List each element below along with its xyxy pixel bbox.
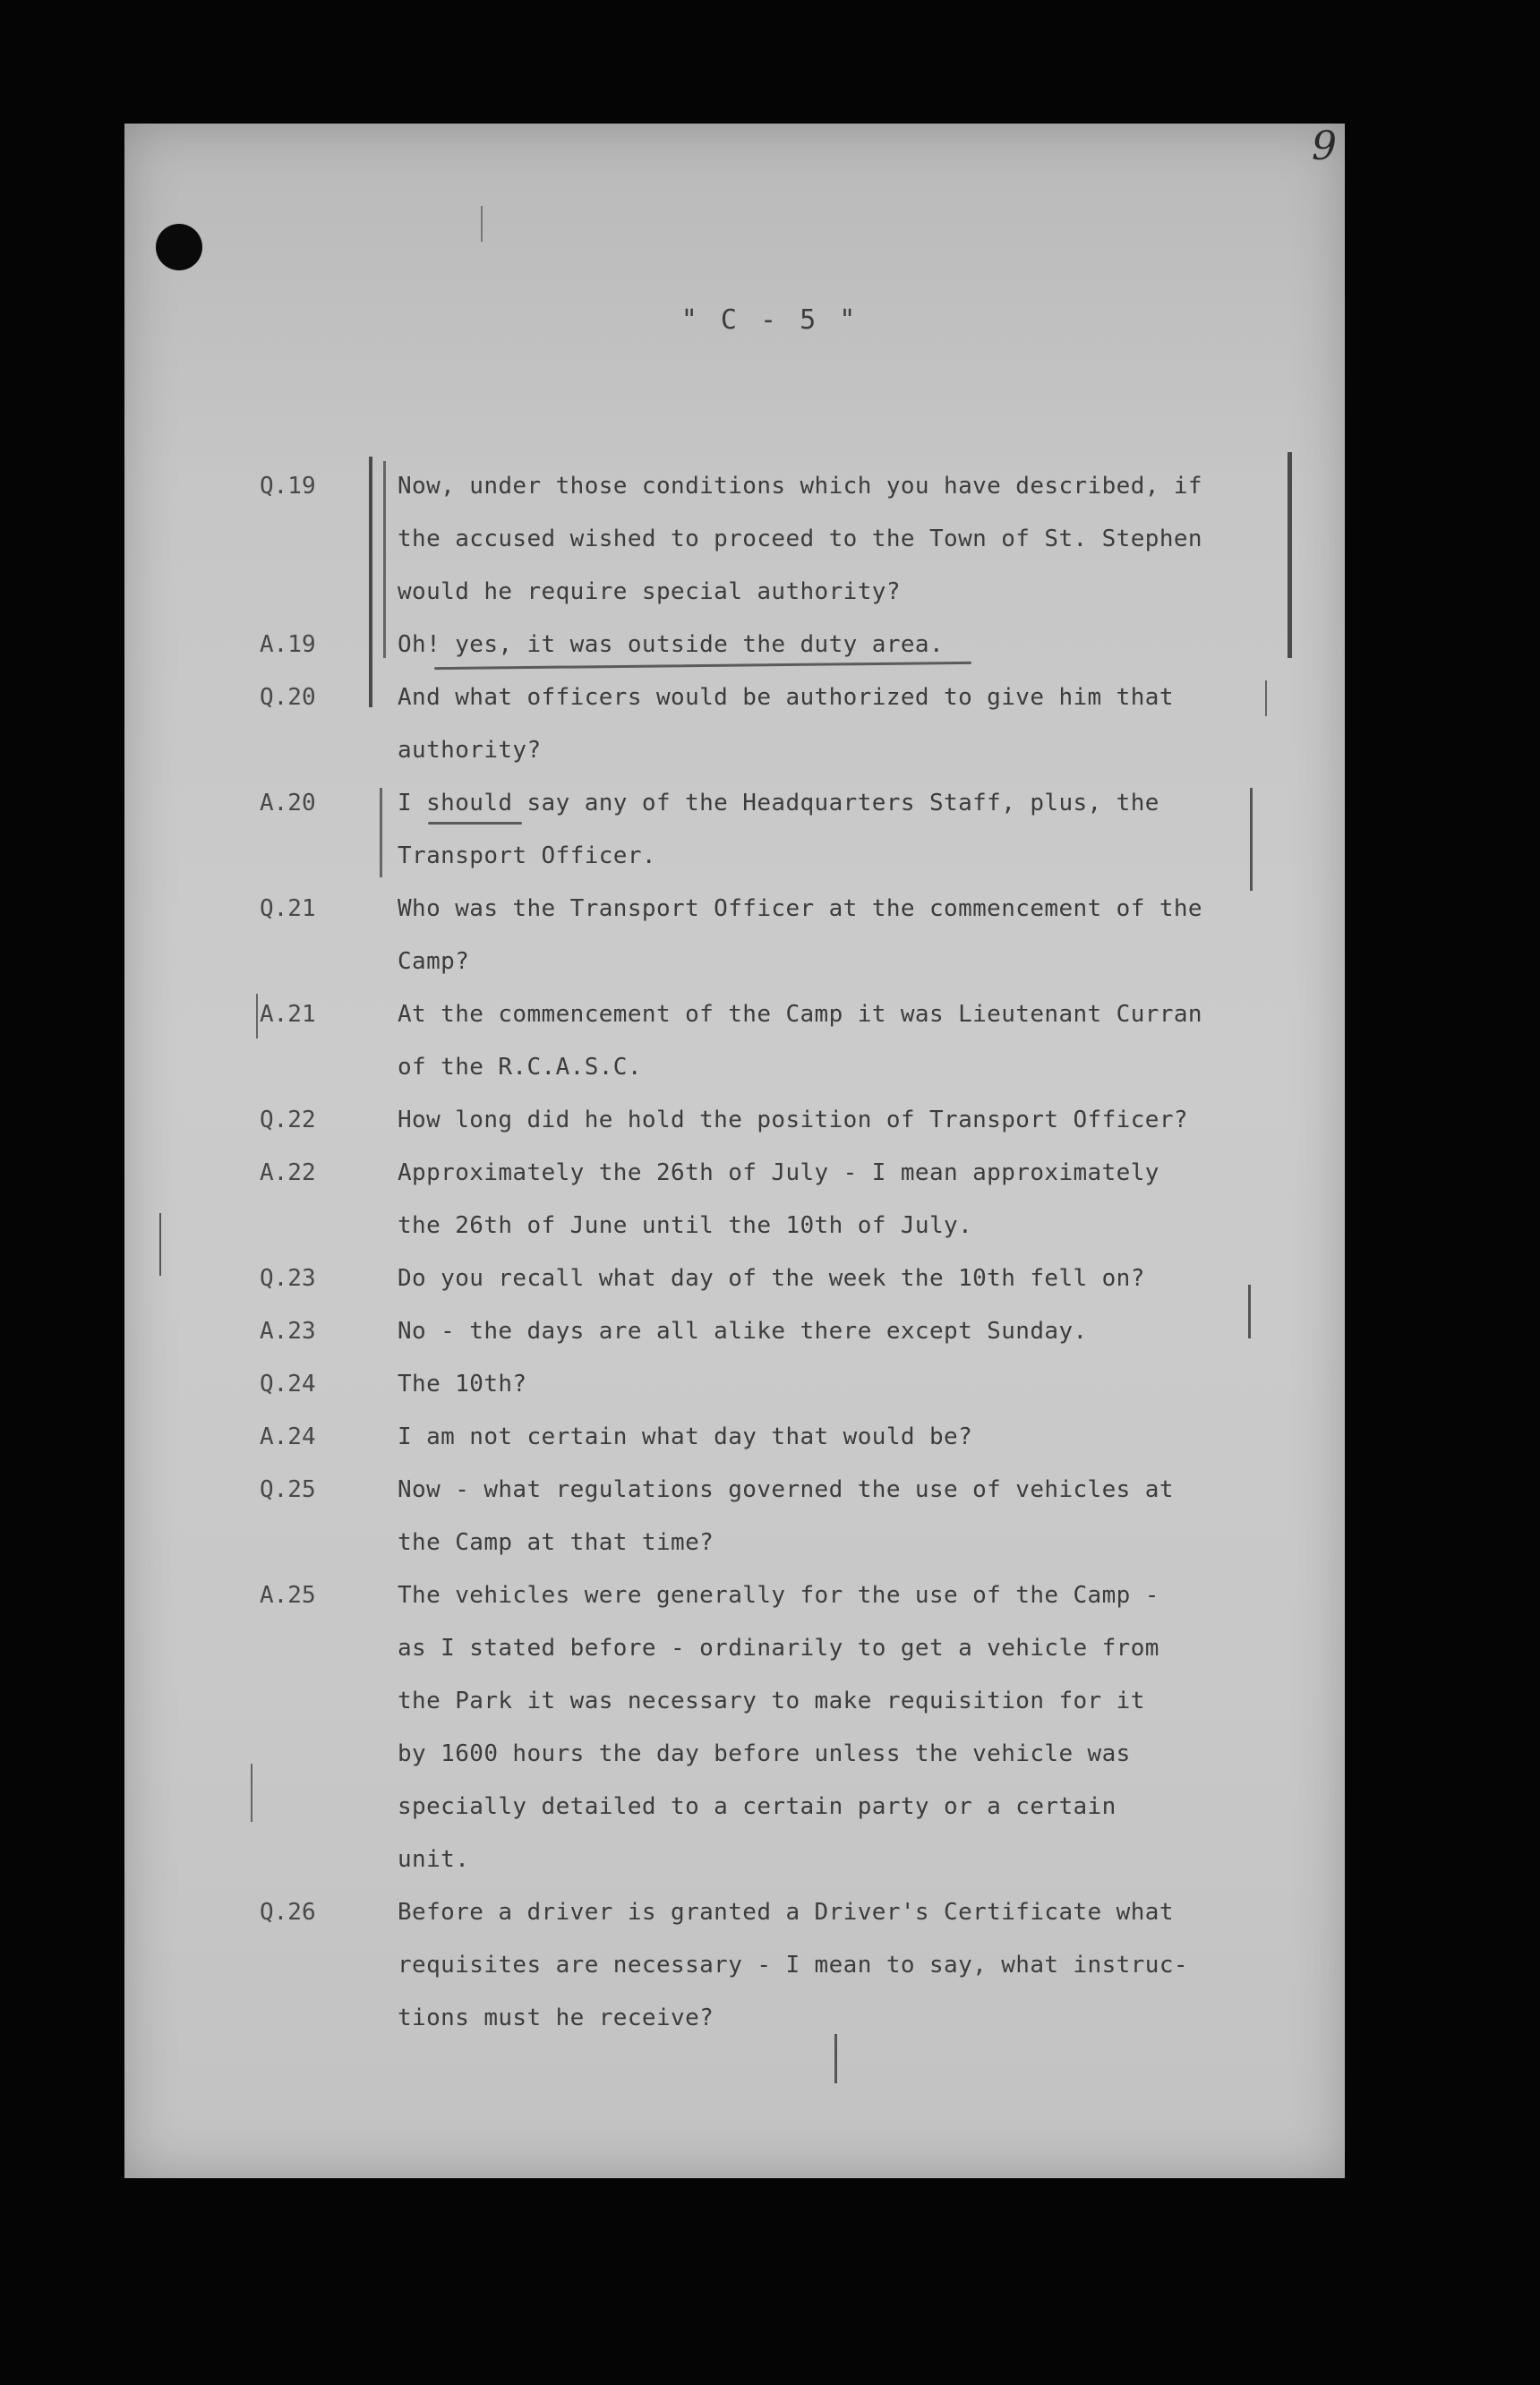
entry-label: Q.22	[260, 1107, 316, 1133]
entry-text-line: requisites are necessary - I mean to say, what instruc-	[398, 1952, 1188, 1979]
entry-text-line: Now, under those conditions which you have described, if	[398, 473, 1202, 500]
underline-should	[428, 822, 522, 825]
margin-mark-left-a21	[256, 994, 258, 1039]
entry-text-line: Oh! yes, it was outside the duty area.	[398, 631, 945, 658]
entry-text-line: would he require special authority?	[398, 578, 901, 605]
margin-mark-bottom	[834, 2034, 837, 2083]
entry-text-line: How long did he hold the position of Transport Officer?	[398, 1107, 1188, 1133]
entry-label: A.25	[260, 1582, 316, 1609]
entry-text-line: I am not certain what day that would be?	[398, 1423, 973, 1450]
entry-label: Q.20	[260, 684, 316, 711]
margin-mark-right-q19	[1288, 452, 1292, 658]
entry-text-line: tions must he receive?	[398, 2005, 714, 2031]
entry-text-line: the Camp at that time?	[398, 1529, 714, 1556]
document-page	[124, 124, 1345, 2178]
entry-label: Q.24	[260, 1371, 316, 1398]
entry-text-line: Do you recall what day of the week the 10th fell on?	[398, 1265, 1145, 1292]
entry-text-line: The 10th?	[398, 1371, 527, 1398]
entry-label: Q.26	[260, 1899, 316, 1926]
entry-text-line: The vehicles were generally for the use of the Camp -	[398, 1582, 1159, 1609]
entry-label: A.24	[260, 1423, 316, 1450]
margin-mark-left-a20	[380, 788, 382, 877]
entry-text-line: At the commencement of the Camp it was Lieutenant Curran	[398, 1001, 1202, 1028]
entry-label: A.21	[260, 1001, 316, 1028]
entry-text-line: as I stated before - ordinarily to get a vehicle from	[398, 1635, 1159, 1662]
entry-label: Q.25	[260, 1476, 316, 1503]
entry-text-line: Now - what regulations governed the use of vehicles at	[398, 1476, 1174, 1503]
entry-text-line: Camp?	[398, 948, 470, 975]
entry-label: A.19	[260, 631, 316, 658]
entry-text-line: the accused wished to proceed to the Town of St. Stephen	[398, 526, 1202, 552]
entry-text-line: And what officers would be authorized to give him that	[398, 684, 1174, 711]
entry-label: A.20	[260, 790, 316, 816]
entry-label: Q.23	[260, 1265, 316, 1292]
entry-text-line: Who was the Transport Officer at the commencement of the	[398, 895, 1202, 922]
margin-mark-left-q19-inner	[383, 461, 386, 658]
entry-label: Q.21	[260, 895, 316, 922]
entry-text-line: Before a driver is granted a Driver's Certificate what	[398, 1899, 1174, 1926]
margin-mark-right-a20	[1250, 788, 1253, 891]
entry-text-line: the 26th of June until the 10th of July.	[398, 1212, 973, 1239]
entry-text-line: by 1600 hours the day before unless the vehicle was	[398, 1740, 1131, 1767]
entry-label: Q.19	[260, 473, 316, 500]
margin-mark-left-a25	[251, 1764, 252, 1822]
page-heading: " C - 5 "	[680, 304, 860, 336]
margin-mark-right-q23	[1248, 1285, 1251, 1338]
margin-mark-left-a22	[159, 1213, 161, 1276]
entry-text-line: of the R.C.A.S.C.	[398, 1054, 642, 1081]
entry-text-line: unit.	[398, 1846, 470, 1873]
entry-text-line: the Park it was necessary to make requisition for it	[398, 1688, 1145, 1714]
entry-text-line: Transport Officer.	[398, 842, 656, 869]
margin-mark-left-q19	[369, 457, 372, 707]
entry-text-line: Approximately the 26th of July - I mean approximately	[398, 1159, 1159, 1186]
entry-text-line: I should say any of the Headquarters Staff, plus, the	[398, 790, 1159, 816]
margin-mark-right-q20	[1265, 680, 1267, 716]
entry-label: A.23	[260, 1318, 316, 1345]
entry-text-line: No - the days are all alike there except Sunday.	[398, 1318, 1088, 1345]
entry-text-line: specially detailed to a certain party or a certain	[398, 1793, 1116, 1820]
entry-label: A.22	[260, 1159, 316, 1186]
entry-text-line: authority?	[398, 737, 542, 764]
page-number: 9	[1312, 124, 1337, 169]
margin-mark-top	[481, 206, 483, 242]
punch-hole	[156, 224, 202, 270]
